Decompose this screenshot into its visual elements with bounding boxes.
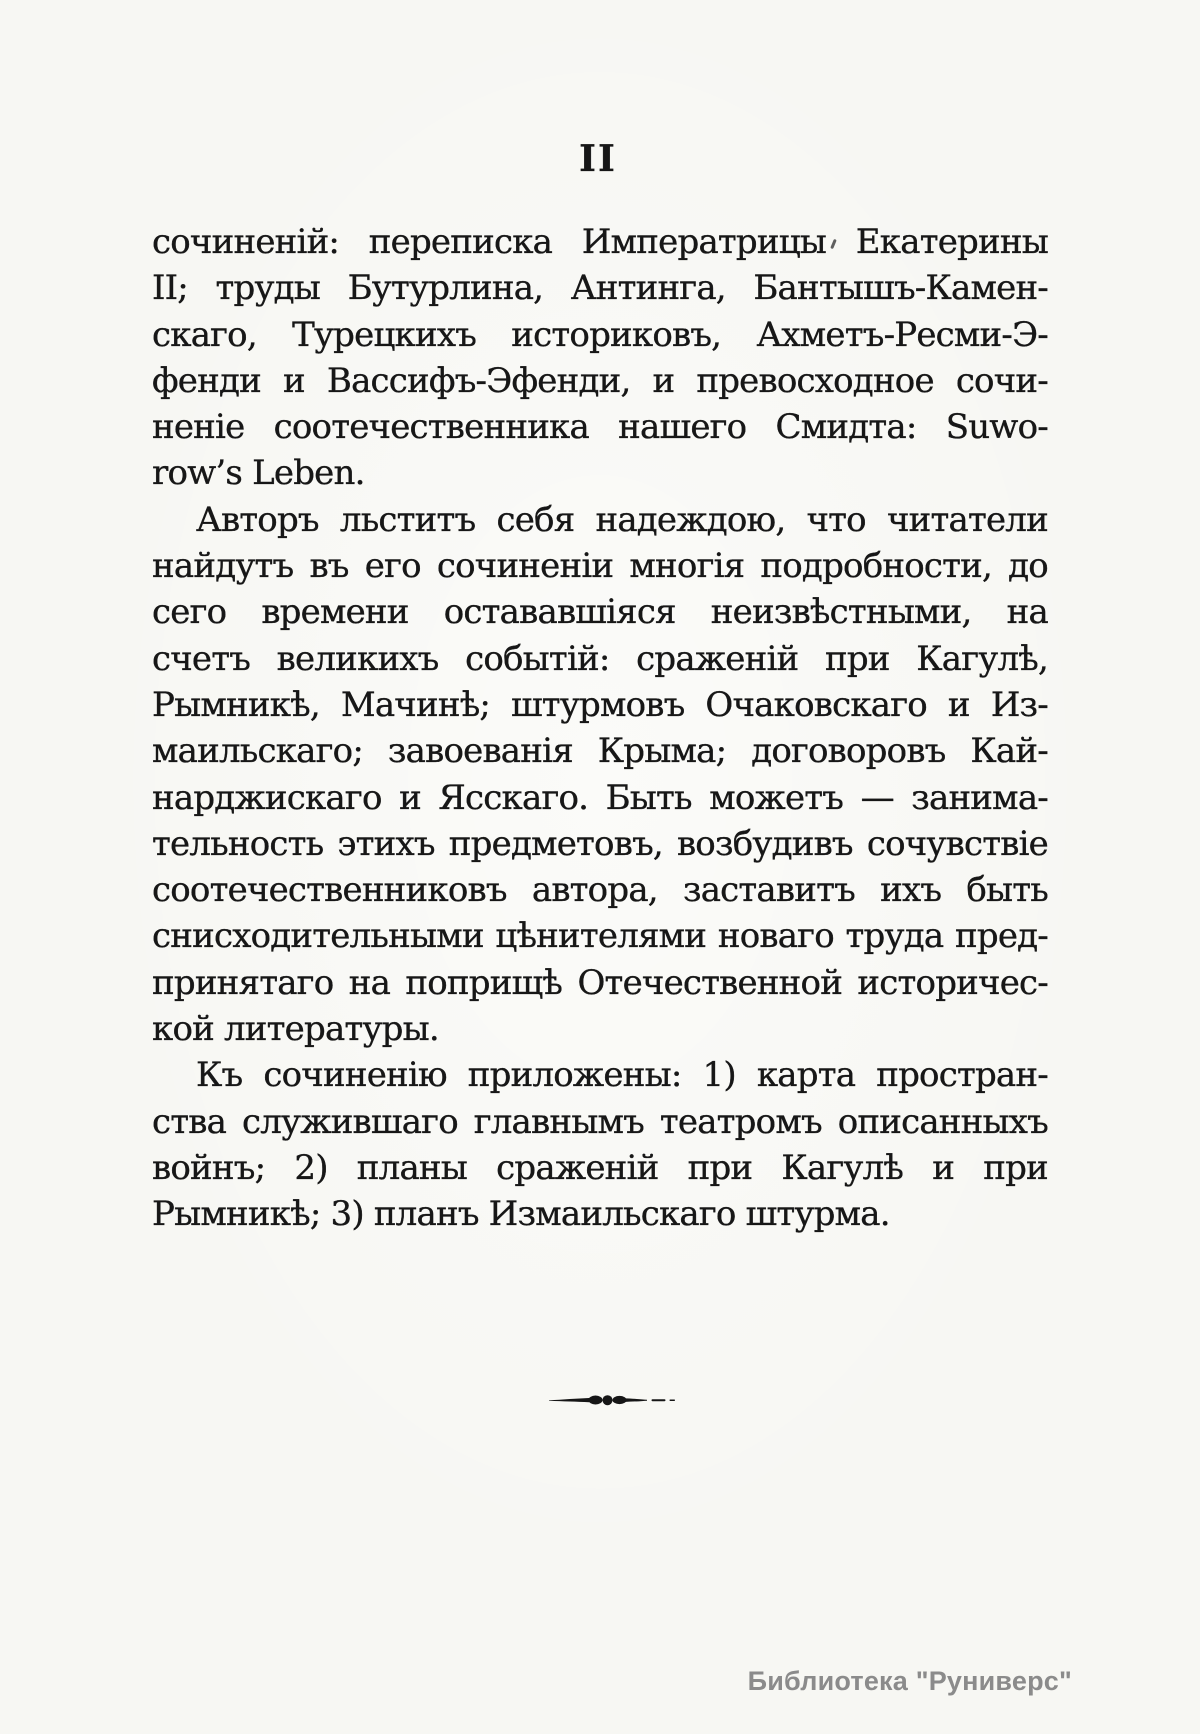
word: сраженій: [636, 638, 799, 679]
word: Вассифъ-Эфенди,: [326, 360, 631, 401]
word: нарджискаго: [152, 777, 382, 818]
word: Быть: [605, 777, 692, 818]
word: —: [860, 777, 894, 818]
word: Турецкихъ: [292, 314, 477, 355]
word: договоровъ: [751, 731, 946, 772]
word: Кагулѣ: [781, 1147, 904, 1188]
word: и: [399, 777, 421, 818]
word: и: [932, 1147, 955, 1188]
word: при: [983, 1147, 1048, 1188]
word: заставитъ: [682, 870, 855, 911]
word: переписка: [368, 222, 553, 262]
word: при: [687, 1147, 753, 1188]
word: Бутурлина,: [347, 268, 544, 309]
word: сочи-: [955, 360, 1048, 401]
page-number: II: [579, 138, 617, 180]
word: найдутъ: [152, 546, 294, 587]
text-line: [152, 682, 1048, 728]
paragraph: [152, 219, 1048, 497]
word: историчес-: [857, 962, 1048, 1003]
text-line: [152, 1052, 1048, 1098]
word: историковъ,: [511, 314, 722, 355]
word: Антинга,: [570, 268, 726, 309]
word: Къ: [196, 1055, 243, 1096]
word: Отечественной: [577, 962, 843, 1003]
word: служившаго: [241, 1101, 458, 1142]
word: на: [1006, 592, 1048, 633]
word: труда: [845, 916, 944, 957]
word: его: [364, 546, 421, 587]
paragraph: [152, 1052, 1048, 1237]
watermark: Библиотека "Руниверс": [747, 1666, 1072, 1696]
word: себя: [496, 499, 575, 540]
text-line: [152, 821, 1048, 867]
word: нашего: [618, 407, 747, 448]
word: сочиненіи: [436, 546, 614, 587]
word: сочувствіе: [866, 823, 1048, 864]
word: новаго: [717, 916, 834, 957]
word: сраженій: [496, 1147, 659, 1188]
word: неніе: [152, 407, 245, 448]
text-line: [152, 960, 1048, 1006]
word: театромъ: [659, 1101, 822, 1142]
divider-ornament: [549, 1392, 675, 1408]
word: Из-: [990, 684, 1048, 725]
word: планы: [356, 1147, 468, 1188]
word: остававшіяся: [443, 592, 676, 633]
word: Екатерины: [855, 222, 1048, 262]
word: при: [824, 638, 890, 679]
text-line: [152, 497, 1048, 543]
word: событій:: [465, 638, 610, 679]
word: Крыма;: [597, 731, 727, 772]
word: неизвѣстными,: [710, 592, 972, 633]
text-line: [152, 1145, 1048, 1191]
text-line: Рымникѣ; 3) планъ Измаильскаго штурма.: [152, 1194, 890, 1235]
word: соотечественниковъ: [152, 870, 507, 911]
text-line: [152, 358, 1048, 404]
text-block: [152, 219, 1048, 1238]
word: и: [947, 684, 970, 725]
word: II;: [152, 268, 188, 309]
word: сочиненій:: [152, 222, 340, 262]
text-line: кой литературы.: [152, 1009, 439, 1050]
word: льститъ: [339, 499, 476, 540]
word: быть: [966, 870, 1048, 911]
word: пред-: [955, 916, 1048, 957]
text-line: [152, 543, 1048, 589]
word: 1): [702, 1055, 736, 1096]
word: карта: [756, 1055, 856, 1096]
text-line: [152, 636, 1048, 682]
text-line: [152, 312, 1048, 358]
word: тельность: [152, 823, 324, 864]
text-line: [152, 265, 1048, 311]
text-line: row’s Leben.: [152, 453, 365, 494]
word: великихъ: [276, 638, 439, 679]
word: можетъ: [709, 777, 844, 818]
text-line: [152, 219, 1048, 265]
word: возбудивъ: [676, 823, 853, 864]
text-line: [152, 589, 1048, 635]
word: и: [283, 360, 305, 401]
word: штурмовъ: [511, 684, 685, 725]
text-line: [152, 1099, 1048, 1145]
word: предметовъ,: [448, 823, 663, 864]
word: надеждою,: [595, 499, 786, 540]
word: снисходительными: [152, 916, 484, 957]
word: и: [652, 360, 675, 401]
word: скаго,: [152, 314, 257, 355]
word: фенди: [152, 360, 261, 401]
word: сего: [152, 592, 227, 633]
word: Ясскаго.: [438, 777, 589, 818]
word: принятаго: [152, 962, 334, 1003]
word: читатели: [886, 499, 1048, 540]
word: маильскаго;: [152, 731, 363, 772]
text-line: [152, 404, 1048, 450]
word: ства: [152, 1101, 227, 1142]
word: описанныхъ: [837, 1101, 1048, 1142]
word: Кай-: [970, 731, 1048, 772]
paragraph: [152, 497, 1048, 1053]
word: главнымъ: [473, 1101, 644, 1142]
word: Мачинѣ;: [340, 684, 491, 725]
word: превосходное: [696, 360, 934, 401]
word: Императрицы: [581, 222, 827, 262]
word: завоеванія: [387, 731, 573, 772]
word: Очаковскаго: [705, 684, 927, 725]
text-line: [152, 728, 1048, 774]
word: поприщѣ: [405, 962, 563, 1003]
word: Бантышъ-Камен-: [753, 268, 1048, 309]
word: труды: [215, 268, 321, 309]
word: до: [1008, 546, 1048, 587]
word: Рымникѣ,: [152, 684, 320, 725]
word: Ахметъ-Ресми-Э-: [756, 314, 1048, 355]
text-line: [152, 775, 1048, 821]
word: что: [806, 499, 866, 540]
word: этихъ: [337, 823, 435, 864]
word: счетъ: [152, 638, 251, 679]
word: Кагулѣ,: [916, 638, 1048, 679]
word: Смидта:: [775, 407, 917, 448]
word: соотечественника: [273, 407, 589, 448]
word: ихъ: [880, 870, 942, 911]
word: многія: [629, 546, 745, 587]
word: простран-: [876, 1055, 1048, 1096]
word: цѣнителями: [495, 916, 707, 957]
word: сочиненію: [263, 1055, 447, 1096]
word: времени: [261, 592, 409, 633]
word: Авторъ: [196, 499, 319, 540]
text-line: [152, 867, 1048, 913]
word: занима-: [911, 777, 1048, 818]
word: Suwo-: [945, 407, 1048, 448]
word: на: [348, 962, 391, 1003]
word: приложены:: [467, 1055, 682, 1096]
word: 2): [294, 1147, 328, 1188]
word: въ: [309, 546, 349, 587]
word: автора,: [531, 870, 658, 911]
text-line: [152, 913, 1048, 959]
word: войнъ;: [152, 1147, 266, 1188]
word: подробности,: [760, 546, 993, 587]
